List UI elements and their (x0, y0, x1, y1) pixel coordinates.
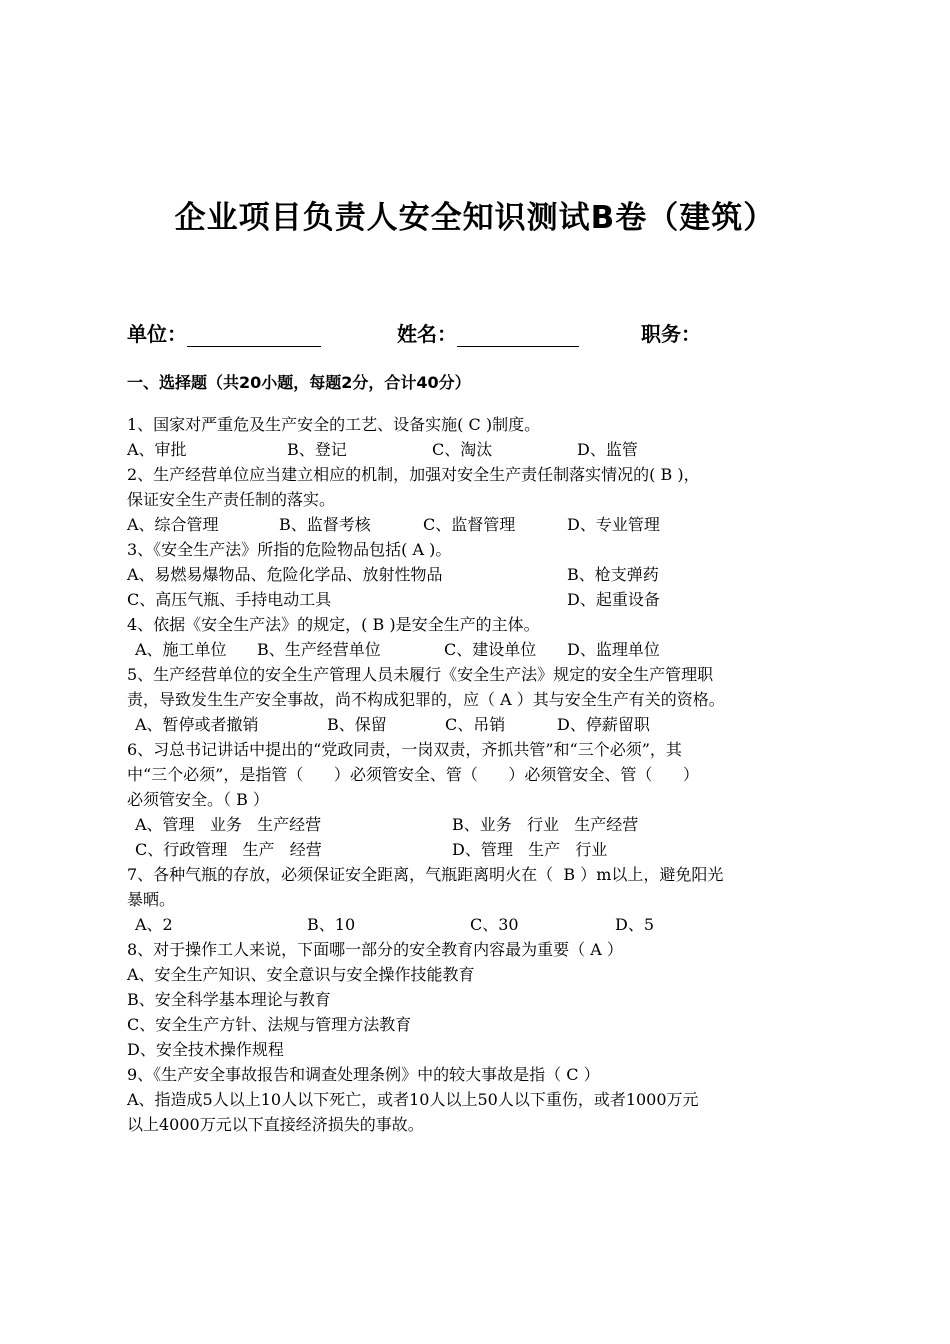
option-row (127, 562, 847, 587)
question-list (127, 412, 847, 1137)
question-stem: 3、《安全生产法》所指的危险物品包括( A )。 (127, 540, 452, 559)
option: C、监督管理 (423, 515, 516, 534)
page-title: 企业项目负责人安全知识测试B卷（建筑） (174, 200, 776, 236)
option-row (127, 512, 847, 537)
option-row (127, 812, 847, 837)
option-row (127, 437, 847, 462)
option: A、易燃易爆物品、危险化学品、放射性物品 (127, 565, 443, 584)
question-stem: 8、对于操作工人来说，下面哪一部分的安全教育内容最为重要（ A ） (127, 940, 623, 959)
option: C、行政管理 生产 经营 (135, 840, 322, 859)
question-stem-line: 暴晒。 (127, 890, 176, 909)
option: B、保留 (327, 715, 387, 734)
option-line: 以上4000万元以下直接经济损失的事故。 (127, 1115, 424, 1134)
option: C、淘汰 (432, 440, 493, 459)
position-field (641, 318, 701, 347)
option: D、起重设备 (567, 590, 660, 609)
examinee-info-row (127, 318, 847, 348)
option: C、吊销 (445, 715, 506, 734)
option-line: A、指造成5人以上10人以下死亡，或者10人以上50人以下重伤，或者1000万元 (127, 1090, 699, 1109)
option: D、5 (615, 915, 655, 934)
option: B、登记 (287, 440, 347, 459)
option: B、安全科学基本理论与教育 (127, 990, 331, 1009)
question-stem-line: 7、各种气瓶的存放，必须保证安全距离，气瓶距离明火在（ B ）m以上，避免阳光 (127, 865, 724, 884)
question-stem-line: 2、生产经营单位应当建立相应的机制，加强对安全生产责任制落实情况的( B )， (127, 465, 700, 484)
unit-field (127, 318, 321, 347)
option: B、业务 行业 生产经营 (452, 815, 639, 834)
option-row (127, 712, 847, 737)
option: B、生产经营单位 (257, 640, 381, 659)
unit-blank[interactable] (187, 324, 321, 347)
question-stem: 9、《生产安全事故报告和调查处理条例》中的较大事故是指（ C ） (127, 1065, 600, 1084)
position-label: 职务： (641, 322, 701, 346)
question-stem-line: 保证安全生产责任制的落实。 (127, 490, 336, 509)
name-label: 姓名： (397, 322, 457, 346)
option: A、安全生产知识、安全意识与安全操作技能教育 (127, 965, 475, 984)
option: A、综合管理 (127, 515, 219, 534)
option: A、管理 业务 生产经营 (135, 815, 322, 834)
question-stem-line: 5、生产经营单位的安全生产管理人员未履行《安全生产法》规定的安全生产管理职 (127, 665, 714, 684)
option: C、30 (470, 915, 519, 934)
option-row (127, 587, 847, 612)
question-stem-line: 6、习总书记讲话中提出的“党政同责，一岗双责，齐抓共管”和“三个必须”，其 (127, 740, 682, 759)
option: B、监督考核 (279, 515, 371, 534)
option: D、停薪留职 (557, 715, 650, 734)
option: A、施工单位 (135, 640, 227, 659)
question-stem: 1、国家对严重危及生产安全的工艺、设备实施( C )制度。 (127, 415, 541, 434)
question-stem-line: 中“三个必须”，是指管（ ）必须管安全、管（ ）必须管安全、管（ ） (127, 765, 699, 784)
section-heading: 一、选择题（共20小题，每题2分，合计40分） (127, 373, 471, 392)
option: D、监管 (577, 440, 638, 459)
name-field (397, 318, 579, 347)
option: C、安全生产方针、法规与管理方法教育 (127, 1015, 412, 1034)
option: D、监理单位 (567, 640, 660, 659)
question-stem-line: 责，导致发生生产安全事故，尚不构成犯罪的，应（ A ）其与安全生产有关的资格。 (127, 690, 725, 709)
question-stem: 4、依据《安全生产法》的规定，( B )是安全生产的主体。 (127, 615, 540, 634)
question-stem-line: 必须管安全。（ B ） (127, 790, 269, 809)
option-row (127, 837, 847, 862)
option: D、安全技术操作规程 (127, 1040, 284, 1059)
option: B、10 (307, 915, 356, 934)
option: A、暂停或者撤销 (135, 715, 259, 734)
option: B、枪支弹药 (567, 565, 659, 584)
name-blank[interactable] (457, 324, 579, 347)
unit-label: 单位： (127, 322, 187, 346)
option-row (127, 637, 847, 662)
option: A、2 (135, 915, 173, 934)
option: D、管理 生产 行业 (452, 840, 608, 859)
option: C、建设单位 (444, 640, 537, 659)
option: C、高压气瓶、手持电动工具 (127, 590, 332, 609)
option: A、审批 (127, 440, 187, 459)
option-row (127, 912, 847, 937)
option: D、专业管理 (567, 515, 660, 534)
